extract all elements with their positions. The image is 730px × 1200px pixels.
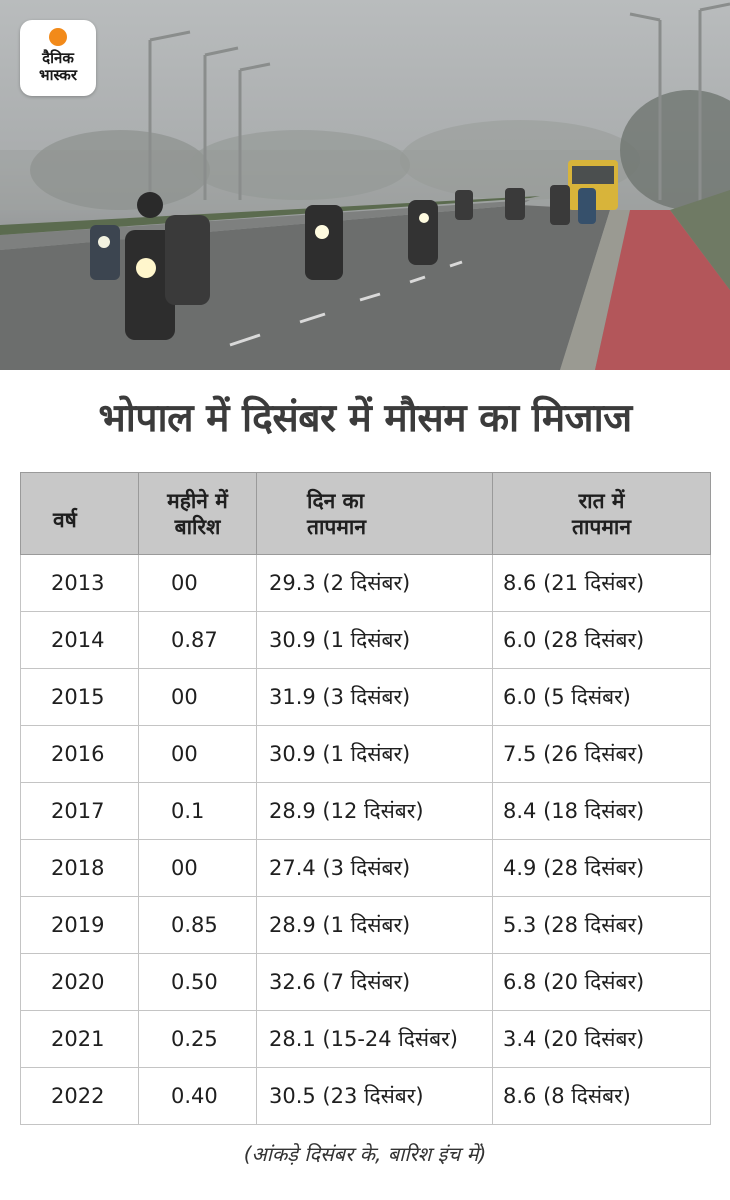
table-body <box>21 555 711 1125</box>
header-row <box>21 473 711 555</box>
header-rain-line1: महीने में <box>167 488 228 513</box>
table-row <box>21 726 711 783</box>
table-row <box>21 669 711 726</box>
header-night-line1: रात में <box>578 488 625 513</box>
cell-year: 2016 <box>21 726 139 783</box>
foggy-road-illustration <box>0 0 730 370</box>
table-row <box>21 783 711 840</box>
cell-night-temp: 6.8 (20 दिसंबर) <box>493 954 711 1011</box>
page-title: भोपाल में दिसंबर में मौसम का मिजाज <box>98 396 632 441</box>
table-row <box>21 1011 711 1068</box>
table-row <box>21 897 711 954</box>
sun-icon <box>49 28 67 46</box>
brand-logo <box>20 20 96 96</box>
cell-night-temp: 8.4 (18 दिसंबर) <box>493 783 711 840</box>
cell-day-temp: 30.9 (1 दिसंबर) <box>257 726 493 783</box>
logo-text-line2: भास्कर <box>39 66 77 84</box>
header-rain-line2: बारिश <box>174 514 221 539</box>
header-year <box>21 473 139 555</box>
cell-rain: 0.50 <box>139 954 257 1011</box>
cell-day-temp: 30.5 (23 दिसंबर) <box>257 1068 493 1125</box>
cell-rain: 0.1 <box>139 783 257 840</box>
table-header <box>21 473 711 555</box>
logo-text-line1: दैनिक <box>42 49 74 67</box>
cell-day-temp: 31.9 (3 दिसंबर) <box>257 669 493 726</box>
cell-year: 2018 <box>21 840 139 897</box>
header-year-label: वर्ष <box>53 507 77 532</box>
cell-year: 2019 <box>21 897 139 954</box>
cell-rain: 00 <box>139 726 257 783</box>
cell-rain: 00 <box>139 555 257 612</box>
cell-year: 2015 <box>21 669 139 726</box>
cell-year: 2014 <box>21 612 139 669</box>
cell-day-temp: 29.3 (2 दिसंबर) <box>257 555 493 612</box>
cell-year: 2017 <box>21 783 139 840</box>
header-day-line2: तापमान <box>307 514 366 539</box>
header-night-temp <box>493 473 711 555</box>
header-rain <box>139 473 257 555</box>
cell-rain: 0.40 <box>139 1068 257 1125</box>
table-row <box>21 1068 711 1125</box>
cell-rain: 00 <box>139 669 257 726</box>
cell-day-temp: 28.9 (1 दिसंबर) <box>257 897 493 954</box>
header-photo <box>0 0 730 370</box>
cell-night-temp: 7.5 (26 दिसंबर) <box>493 726 711 783</box>
header-day-temp <box>257 473 493 555</box>
cell-night-temp: 8.6 (8 दिसंबर) <box>493 1068 711 1125</box>
cell-year: 2020 <box>21 954 139 1011</box>
table-row <box>21 612 711 669</box>
cell-night-temp: 8.6 (21 दिसंबर) <box>493 555 711 612</box>
footnote: (आंकड़े दिसंबर के, बारिश इंच में) <box>243 1142 487 1166</box>
table-row <box>21 840 711 897</box>
cell-rain: 0.87 <box>139 612 257 669</box>
cell-day-temp: 27.4 (3 दिसंबर) <box>257 840 493 897</box>
cell-day-temp: 32.6 (7 दिसंबर) <box>257 954 493 1011</box>
cell-rain: 0.25 <box>139 1011 257 1068</box>
cell-rain: 0.85 <box>139 897 257 954</box>
cell-day-temp: 30.9 (1 दिसंबर) <box>257 612 493 669</box>
table-row <box>21 954 711 1011</box>
cell-year: 2021 <box>21 1011 139 1068</box>
weather-table <box>20 472 711 1125</box>
cell-night-temp: 6.0 (28 दिसंबर) <box>493 612 711 669</box>
header-night-line2: तापमान <box>572 514 631 539</box>
header-day-line1: दिन का <box>307 488 365 513</box>
logo-text <box>20 50 96 84</box>
cell-day-temp: 28.1 (15-24 दिसंबर) <box>257 1011 493 1068</box>
cell-night-temp: 3.4 (20 दिसंबर) <box>493 1011 711 1068</box>
cell-year: 2022 <box>21 1068 139 1125</box>
cell-night-temp: 4.9 (28 दिसंबर) <box>493 840 711 897</box>
cell-day-temp: 28.9 (12 दिसंबर) <box>257 783 493 840</box>
cell-year: 2013 <box>21 555 139 612</box>
cell-night-temp: 5.3 (28 दिसंबर) <box>493 897 711 954</box>
table-row <box>21 555 711 612</box>
cell-night-temp: 6.0 (5 दिसंबर) <box>493 669 711 726</box>
cell-rain: 00 <box>139 840 257 897</box>
